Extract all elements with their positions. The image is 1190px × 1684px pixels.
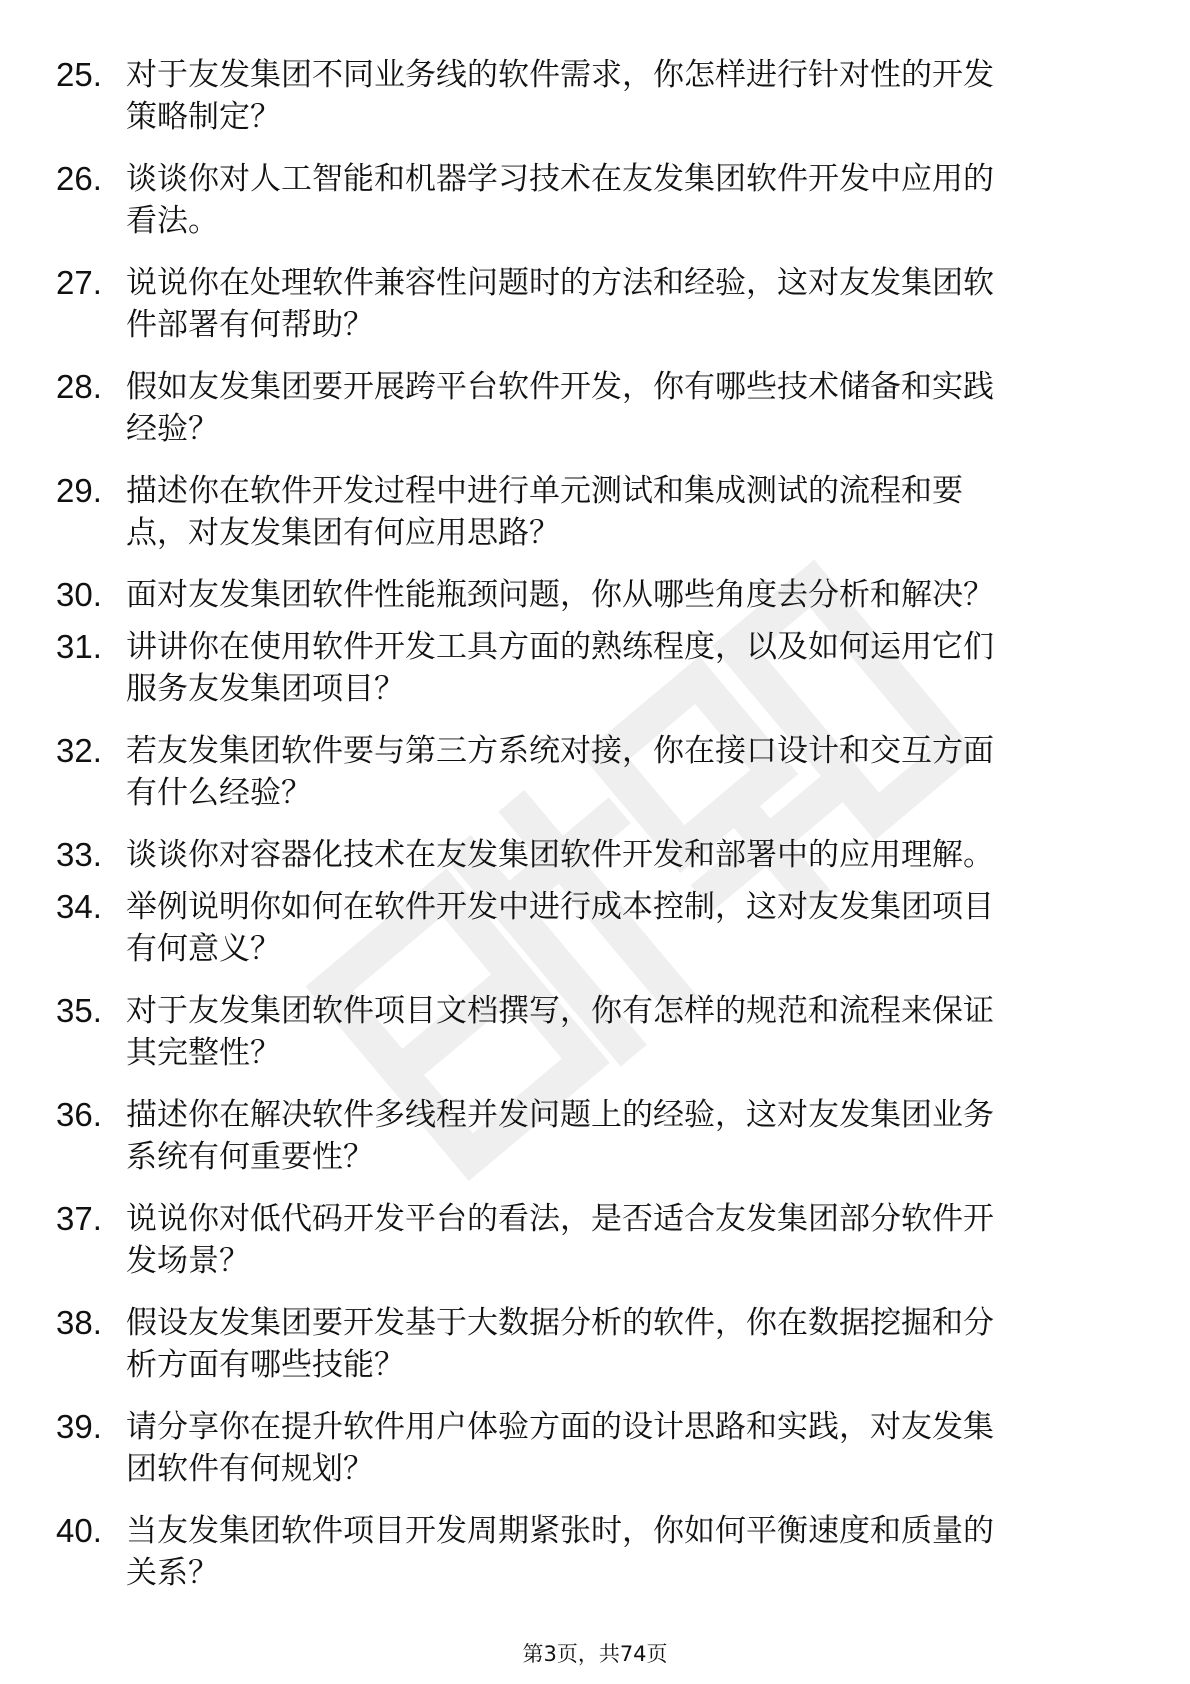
question-text: 讲讲你在使用软件开发工具方面的熟练程度，以及如何运用它们 服务友发集团项目？ xyxy=(126,629,994,707)
question-text: 若友发集团软件要与第三方系统对接，你在接口设计和交互方面 有什么经验？ xyxy=(126,733,994,811)
question-number: 38. xyxy=(56,1304,102,1341)
question-number: 39. xyxy=(56,1408,102,1445)
question-item xyxy=(0,990,1190,1094)
question-number: 34. xyxy=(56,888,102,925)
question-item xyxy=(0,54,1190,158)
question-item xyxy=(0,626,1190,730)
question-number: 33. xyxy=(56,836,102,873)
question-item xyxy=(0,1406,1190,1510)
question-number: 30. xyxy=(56,576,102,613)
question-text: 举例说明你如何在软件开发中进行成本控制，这对友发集团项目 有何意义？ xyxy=(126,889,994,967)
question-text: 假设友发集团要开发基于大数据分析的软件，你在数据挖掘和分 析方面有哪些技能？ xyxy=(126,1305,994,1383)
question-text: 假如友发集团要开展跨平台软件开发，你有哪些技术储备和实践 经验？ xyxy=(126,369,994,447)
question-item xyxy=(0,1302,1190,1406)
question-item xyxy=(0,470,1190,574)
question-item xyxy=(0,1198,1190,1302)
question-number: 26. xyxy=(56,160,102,197)
question-number: 25. xyxy=(56,56,102,93)
page-footer: 第3页，共74页 xyxy=(522,1642,668,1666)
question-text: 描述你在软件开发过程中进行单元测试和集成测试的流程和要 点，对友发集团有何应用思路？ xyxy=(126,473,963,551)
question-list xyxy=(0,54,1190,1614)
question-text: 谈谈你对人工智能和机器学习技术在友发集团软件开发中应用的 看法。 xyxy=(126,161,994,239)
question-number: 35. xyxy=(56,992,102,1029)
question-text: 说说你对低代码开发平台的看法，是否适合友发集团部分软件开 发场景？ xyxy=(126,1201,994,1279)
question-number: 29. xyxy=(56,472,102,509)
question-item xyxy=(0,886,1190,990)
question-text: 说说你在处理软件兼容性问题时的方法和经验，这对友发集团软 件部署有何帮助？ xyxy=(126,265,994,343)
question-text: 面对友发集团软件性能瓶颈问题，你从哪些角度去分析和解决？ xyxy=(126,577,994,613)
question-number: 40. xyxy=(56,1512,102,1549)
question-text: 谈谈你对容器化技术在友发集团软件开发和部署中的应用理解。 xyxy=(126,837,994,873)
question-number: 32. xyxy=(56,732,102,769)
question-number: 37. xyxy=(56,1200,102,1237)
question-text: 对于友发集团软件项目文档撰写，你有怎样的规范和流程来保证 其完整性？ xyxy=(126,993,994,1071)
question-item xyxy=(0,1510,1190,1614)
question-item xyxy=(0,730,1190,834)
question-item xyxy=(0,366,1190,470)
question-item xyxy=(0,1094,1190,1198)
question-text: 对于友发集团不同业务线的软件需求，你怎样进行针对性的开发 策略制定？ xyxy=(126,57,994,135)
question-number: 31. xyxy=(56,628,102,665)
question-number: 28. xyxy=(56,368,102,405)
question-number: 36. xyxy=(56,1096,102,1133)
question-text: 当友发集团软件项目开发周期紧张时，你如何平衡速度和质量的 关系？ xyxy=(126,1513,994,1591)
question-number: 27. xyxy=(56,264,102,301)
question-text: 描述你在解决软件多线程并发问题上的经验，这对友发集团业务 系统有何重要性？ xyxy=(126,1097,994,1175)
question-item xyxy=(0,834,1190,886)
question-text: 请分享你在提升软件用户体验方面的设计思路和实践，对友发集 团软件有何规划？ xyxy=(126,1409,994,1487)
question-item xyxy=(0,158,1190,262)
question-item xyxy=(0,262,1190,366)
question-item xyxy=(0,574,1190,626)
